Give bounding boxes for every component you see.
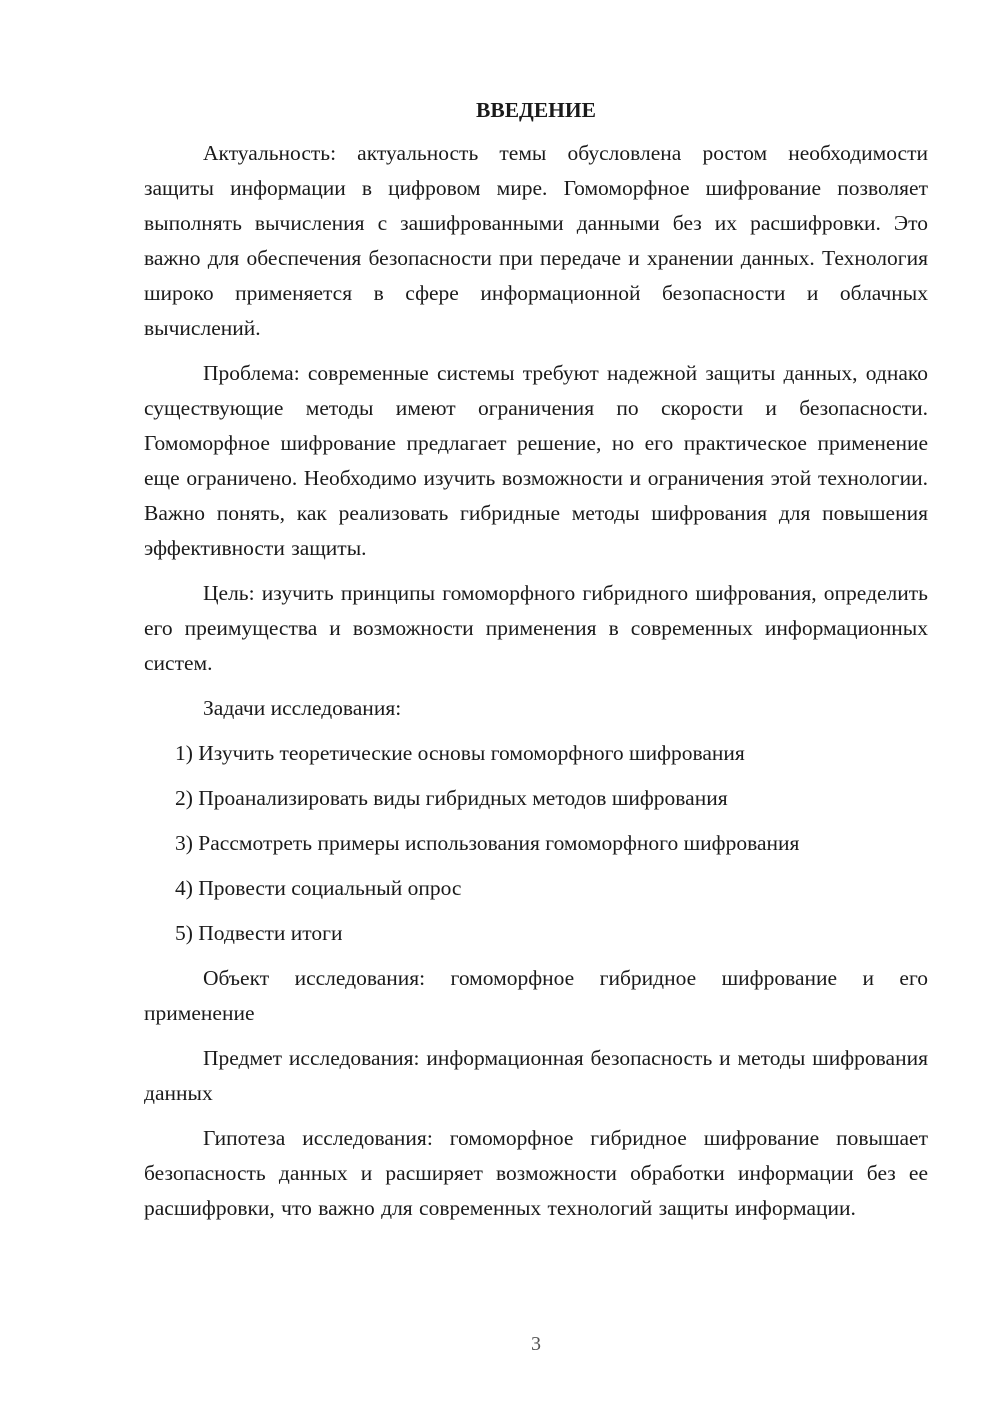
paragraph-goal: Цель: изучить принципы гомоморфного гибридного шифрования, определить его преимущества и возможности применения в современных информационных систем. <box>144 581 928 675</box>
list-item: 2) Проанализировать виды гибридных методов шифрования <box>175 786 728 810</box>
list-item: 5) Подвести итоги <box>175 921 343 945</box>
task-list <box>144 736 928 951</box>
list-item: 4) Провести социальный опрос <box>175 876 462 900</box>
paragraph-object: Объект исследования: гомоморфное гибридное шифрование и его применение <box>144 966 928 1025</box>
paragraph-relevance: Актуальность: актуальность темы обусловлена ростом необходимости защиты информации в цифровом мире. Гомоморфное шифрование позволяет выполнять вычисления с зашифрованными данными без их расшифровки. Это важно для обеспечения безопасности при передаче и хранении данных. Технология широко применяется в сфере информационной безопасности и облачных вычислений. <box>144 141 928 340</box>
paragraph-hypothesis: Гипотеза исследования: гомоморфное гибридное шифрование повышает безопасность данных и расширяет возможности обработки информации без ее расшифровки, что важно для современных технологий защиты информации. <box>144 1126 928 1220</box>
tasks-heading: Задачи исследования: <box>203 696 402 720</box>
paragraph-problem: Проблема: современные системы требуют надежной защиты данных, однако существующие методы имеют ограничения по скорости и безопасности. Гомоморфное шифрование предлагает решение, но его практическое применение еще ограничено. Необходимо изучить возможности и ограничения этой технологии. Важно понять, как реализовать гибридные методы шифрования для повышения эффективности защиты. <box>144 361 928 560</box>
list-item: 1) Изучить теоретические основы гомоморфного шифрования <box>175 741 745 765</box>
paragraph-subject: Предмет исследования: информационная безопасность и методы шифрования данных <box>144 1046 928 1105</box>
page-number: 3 <box>531 1333 541 1355</box>
list-item: 3) Рассмотреть примеры использования гомоморфного шифрования <box>175 831 800 855</box>
page-title: ВВЕДЕНИЕ <box>476 98 596 122</box>
document-page <box>144 92 928 1236</box>
